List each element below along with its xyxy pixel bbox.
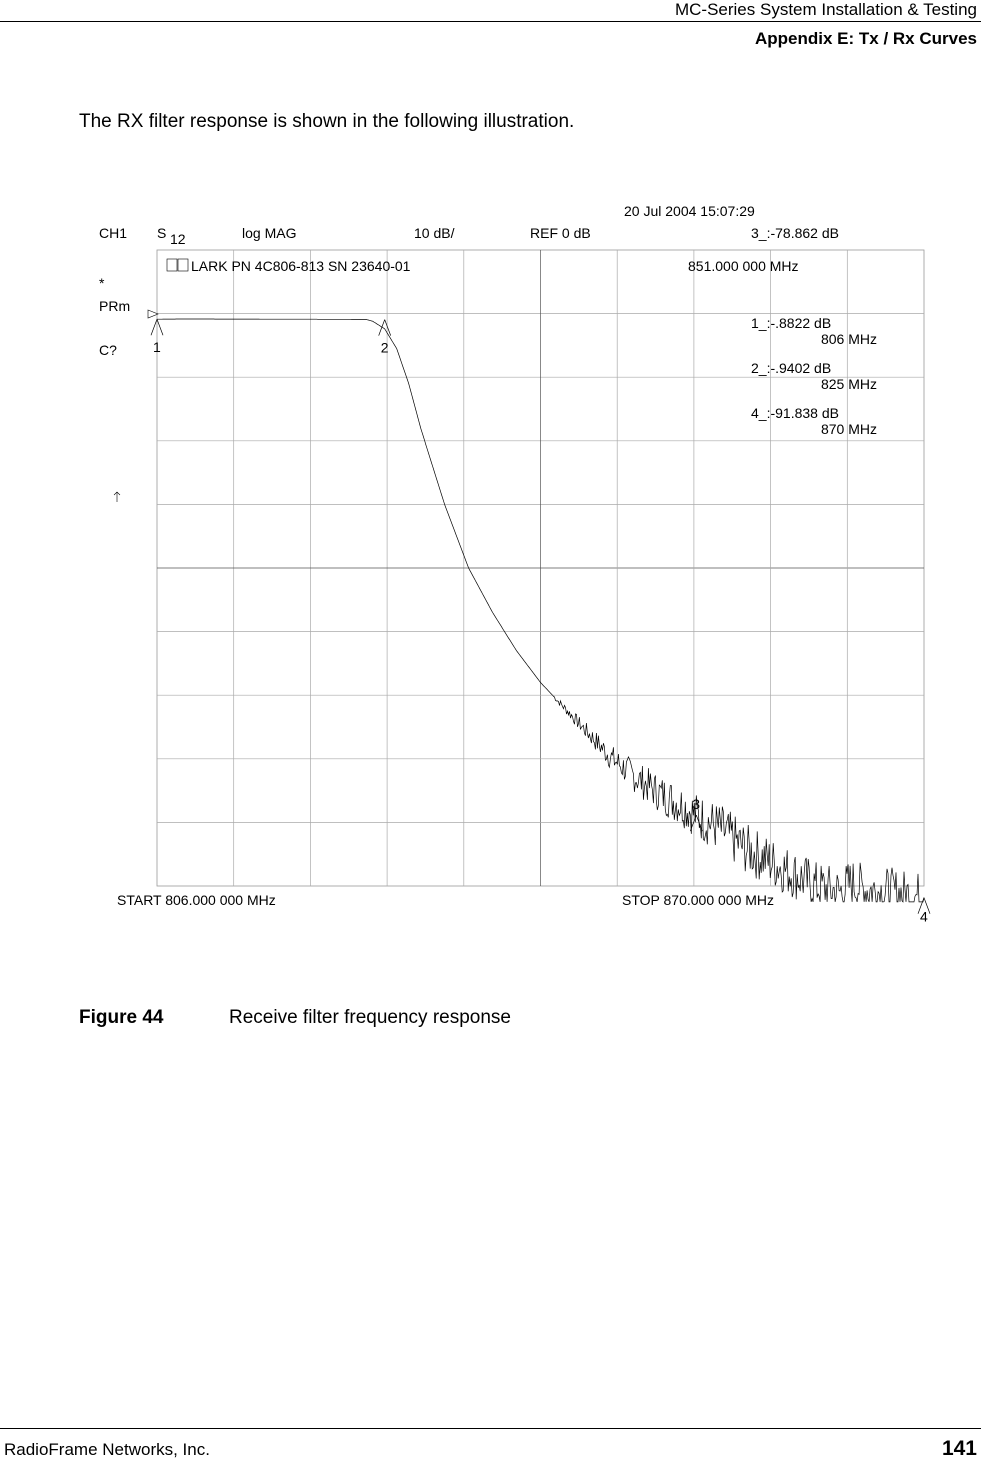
up-arrow-icon	[114, 492, 120, 502]
ref-label: REF 0 dB	[530, 225, 591, 241]
marker-3-label: 3	[692, 796, 701, 813]
status-prm: PRm	[99, 298, 131, 314]
status-star: *	[99, 275, 105, 291]
plot-timestamp: 20 Jul 2004 15:07:29	[624, 203, 755, 219]
marker-frequency: 851.000 000 MHz	[688, 258, 799, 274]
marker-readout-frequency: 825 MHz	[820, 376, 877, 392]
marker-readout-value: 1_:-.8822 dB	[751, 315, 832, 331]
footer-rule	[0, 1428, 981, 1429]
marker-2-triangle	[379, 320, 391, 336]
active-marker-readout: 3_:-78.862 dB	[751, 225, 839, 241]
running-header-subtitle: Appendix E: Tx / Rx Curves	[755, 29, 977, 48]
page-number: 141	[941, 1437, 977, 1460]
marker-readout-frequency: 870 MHz	[820, 421, 877, 437]
intro-paragraph: The RX filter response is shown in the following illustration.	[79, 111, 575, 132]
data-mem-icon	[167, 259, 177, 271]
figure-label: Figure 44	[79, 1007, 164, 1028]
footer-company: RadioFrame Networks, Inc.	[4, 1440, 210, 1459]
marker-readout-value: 4_:-91.838 dB	[751, 405, 839, 421]
data-mem-icon-2	[178, 259, 188, 271]
reference-arrow-icon	[148, 310, 158, 318]
marker-readout-value: 2_:-.9402 dB	[751, 360, 832, 376]
marker-readout-frequency: 806 MHz	[820, 331, 877, 347]
marker-1-label: 1	[153, 339, 161, 356]
param-label: S	[157, 225, 167, 241]
start-frequency: START 806.000 000 MHz	[117, 892, 276, 908]
marker-readout-list	[751, 315, 877, 437]
plot-grid	[157, 250, 924, 886]
scale-label: 10 dB/	[414, 225, 455, 241]
marker-2-label: 2	[380, 339, 389, 356]
format-label: log MAG	[242, 225, 297, 241]
running-header-title: MC-Series System Installation & Testing	[674, 0, 977, 19]
device-label: LARK PN 4C806-813 SN 23640-01	[191, 258, 411, 274]
figure-caption: Receive filter frequency response	[229, 1007, 511, 1028]
channel-label: CH1	[99, 225, 128, 241]
stop-frequency: STOP 870.000 000 MHz	[622, 892, 775, 908]
param-subscript: 12	[170, 231, 186, 247]
marker-4-label: 4	[920, 908, 928, 925]
status-correction: C?	[99, 342, 117, 358]
